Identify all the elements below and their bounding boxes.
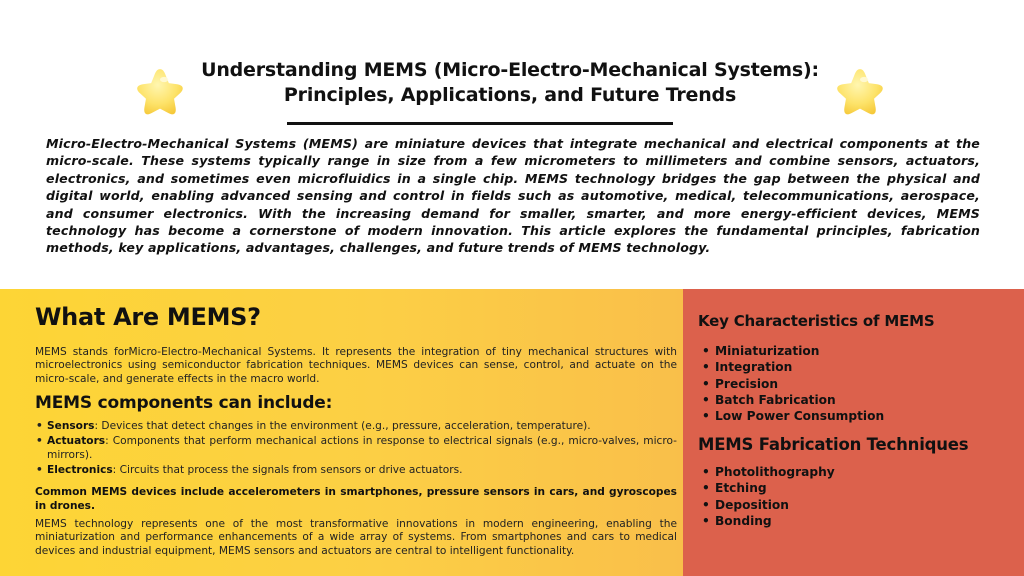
list-item: • Precision bbox=[702, 376, 884, 392]
list-item bbox=[35, 435, 677, 462]
closing-paragraph: MEMS technology represents one of the most transformative innovations in modern engineering, enabling the miniaturization and performance enhancements of a wide array of systems. From smartphones and cars to medical devices and industrial equipment, MEMS sensors and actuators are central to intelligent functionality. bbox=[35, 518, 677, 557]
component-desc: : Devices that detect changes in the environment (e.g., pressure, acceleration, temperature). bbox=[94, 420, 591, 432]
page-title: Understanding MEMS (Micro-Electro-Mechanical Systems): Principles, Applications, and Future Trends bbox=[201, 59, 819, 106]
list-item: • Bonding bbox=[702, 513, 835, 529]
list-item: • Integration bbox=[702, 359, 884, 375]
component-term: Sensors bbox=[47, 420, 95, 432]
component-desc: : Components that perform mechanical actions in response to electrical signals (e.g., micro-valves, micro-mirrors). bbox=[47, 435, 677, 461]
list-item: • Photolithography bbox=[702, 464, 835, 480]
characteristics-panel bbox=[683, 289, 1024, 576]
section-heading-what-are-mems: What Are MEMS? bbox=[35, 303, 261, 331]
component-desc: : Circuits that process the signals from sensors or drive actuators. bbox=[112, 464, 463, 477]
list-item: • Batch Fabrication bbox=[702, 392, 884, 408]
component-term: Electronics bbox=[47, 464, 113, 477]
common-devices-paragraph: Common MEMS devices include accelerometers in smartphones, pressure sensors in cars, and gyroscopes in drones. bbox=[35, 486, 677, 512]
key-characteristics-list bbox=[702, 343, 884, 424]
list-item: • Deposition bbox=[702, 497, 835, 513]
intro-paragraph: Micro-Electro-Mechanical Systems (MEMS) are miniature devices that integrate mechanical and electrical components at the micro-scale. These systems typically range in size from a few micrometers to millimeters and combine sensors, actuators, electronics, and sometimes even microfluidics in a single chip. MEMS technology bridges the gap between the physical and digital world, enabling advanced sensing and control in fields such as automotive, medical, telecommunications, aerospace, and consumer electronics. With the increasing demand for smaller, smarter, and more energy-efficient devices, MEMS technology has become a cornerstone of modern innovation. This article explores the fundamental principles, fabrication methods, key applications, advantages, challenges, and future trends of MEMS technology. bbox=[46, 136, 980, 256]
list-item: • Miniaturization bbox=[702, 343, 884, 359]
list-item: • Etching bbox=[702, 480, 835, 496]
fabrication-techniques-list bbox=[702, 464, 835, 529]
list-item: • Low Power Consumption bbox=[702, 408, 884, 424]
component-term: Actuators bbox=[47, 435, 106, 448]
fabrication-techniques-heading: MEMS Fabrication Techniques bbox=[698, 435, 969, 454]
definition-paragraph: MEMS stands forMicro-Electro-Mechanical Systems. It represents the integration of tiny mechanical structures with microelectronics using semiconductor fabrication techniques. MEMS devices can sense, control, and actuate on the micro-scale, and generate effects in the macro world. bbox=[35, 346, 677, 385]
title-divider bbox=[287, 122, 673, 125]
components-list bbox=[35, 420, 677, 480]
key-characteristics-heading: Key Characteristics of MEMS bbox=[698, 312, 935, 330]
list-item bbox=[35, 464, 677, 477]
list-item bbox=[35, 420, 677, 433]
components-heading: MEMS components can include: bbox=[35, 393, 333, 413]
